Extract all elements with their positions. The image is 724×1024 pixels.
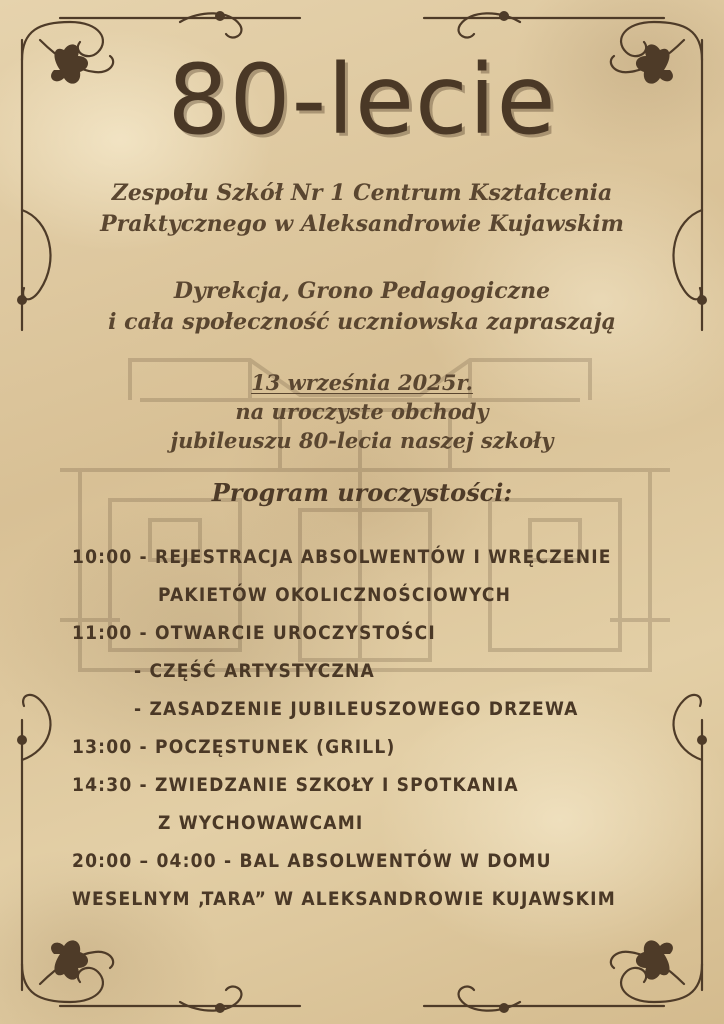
schedule-line: 10:00 - REJESTRACJA ABSOLWENTÓW I WRĘCZENIE [72,546,612,568]
schedule-line: - ZASADZENIE JUBILEUSZOWEGO DRZEWA [134,698,579,720]
school-name-line: Zespołu Szkół Nr 1 Centrum Kształcenia [111,180,613,206]
page-title: 80-lecie [167,44,557,156]
event-date: 13 września 2025r. [251,370,473,395]
schedule-line: PAKIETÓW OKOLICZNOŚCIOWYCH [158,584,512,606]
occasion-line: jubileuszu 80-lecia naszej szkoły [170,428,554,453]
program-heading: Program uroczystości: [211,478,513,507]
invitation-text [0,276,724,338]
event-date-block [0,368,724,455]
invitation-line: Dyrekcja, Grono Pedagogiczne [173,278,551,304]
schedule-line: WESELNYM ‚TARA” W ALEKSANDROWIE KUJAWSKIM [72,888,616,910]
invitation-line: i cała społeczność uczniowska zapraszają [108,309,616,335]
schedule-line: 11:00 - OTWARCIE UROCZYSTOŚCI [72,622,436,644]
school-name-line: Praktycznego w Aleksandrowie Kujawskim [100,211,624,237]
occasion-line: na uroczyste obchody [235,399,489,424]
schedule-line: Z WYCHOWAWCAMI [158,812,364,834]
schedule-line: - CZĘŚĆ ARTYSTYCZNA [134,660,375,682]
school-name [0,178,724,240]
schedule-line: 14:30 - ZWIEDZANIE SZKOŁY I SPOTKANIA [72,774,519,796]
schedule-line: 13:00 - POCZĘSTUNEK (GRILL) [72,736,396,758]
schedule-line: 20:00 – 04:00 - BAL ABSOLWENTÓW W DOMU [72,850,552,872]
